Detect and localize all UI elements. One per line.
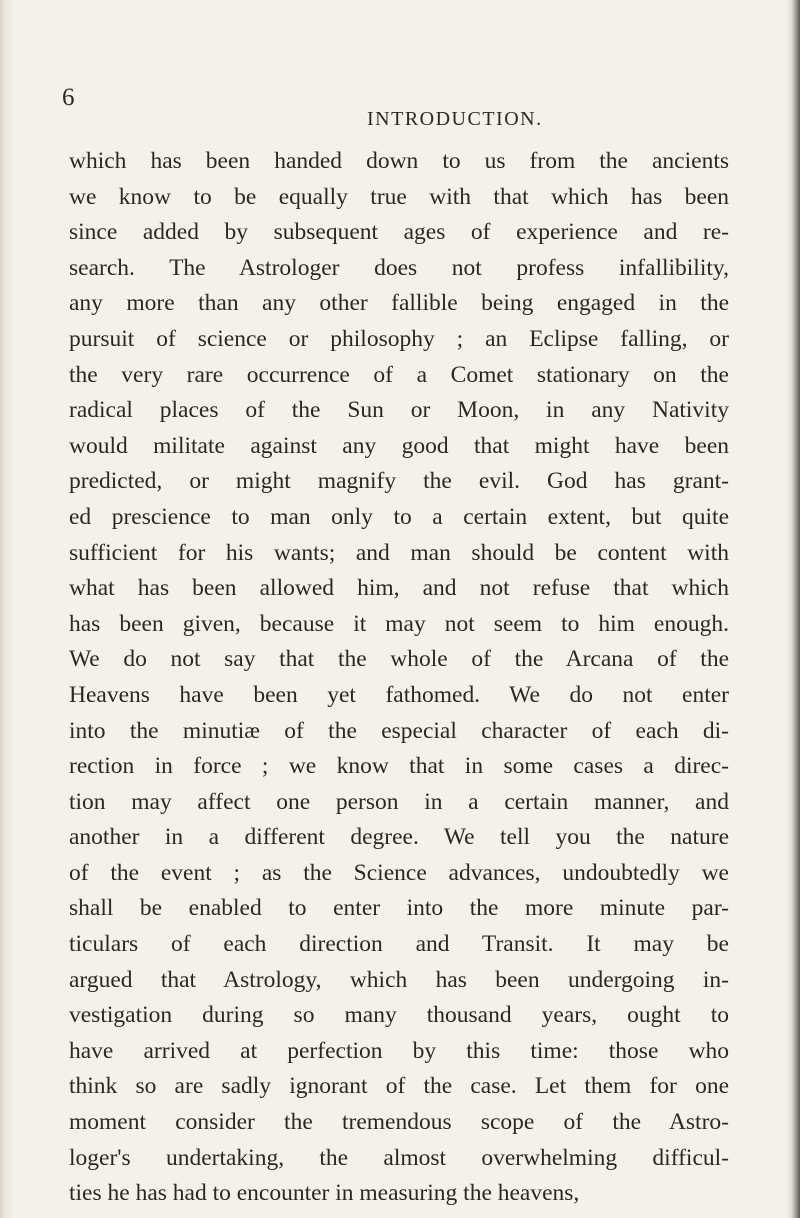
text-line: tion may affect one person in a certain manner, and — [69, 788, 729, 815]
text-line: would militate against any good that might have been — [69, 432, 729, 459]
text-line: any more than any other fallible being engaged in the — [69, 290, 729, 317]
text-line: of the event ; as the Science advances, undoubtedly we — [69, 859, 729, 886]
text-line: rection in force ; we know that in some cases a direc- — [69, 753, 729, 780]
text-line: predicted, or might magnify the evil. God has grant- — [69, 468, 729, 495]
text-line: moment consider the tremendous scope of the Astro- — [69, 1109, 729, 1136]
text-line: loger's undertaking, the almost overwhelming difficul- — [69, 1144, 729, 1171]
text-line: which has been handed down to us from the ancients — [69, 148, 729, 174]
text-line: We do not say that the whole of the Arcana of the — [69, 646, 729, 673]
text-line: we know to be equally true with that which has been — [69, 183, 729, 210]
running-head: INTRODUCTION. — [367, 108, 543, 130]
text-line: since added by subsequent ages of experience and re- — [69, 219, 729, 246]
text-line: shall be enabled to enter into the more minute par- — [69, 895, 729, 922]
body-text — [69, 144, 729, 1212]
text-line: what has been allowed him, and not refuse that which — [69, 575, 729, 602]
text-line: ties he has had to encounter in measuring the heavens, — [69, 1180, 580, 1207]
text-line: sufficient for his wants; and man should be content with — [69, 539, 729, 566]
text-line: vestigation during so many thousand years, ought to — [69, 1002, 729, 1029]
text-line: search. The Astrologer does not profess infallibility, — [69, 254, 729, 281]
page-left-edge — [0, 0, 14, 1218]
page-right-edge — [786, 0, 800, 1218]
text-line: has been given, because it may not seem to him enough. — [69, 610, 729, 637]
text-line: pursuit of science or philosophy ; an Eclipse falling, or — [69, 325, 729, 352]
text-line: ticulars of each direction and Transit. It may be — [69, 931, 729, 958]
text-line: think so are sadly ignorant of the case. Let them for one — [69, 1073, 729, 1100]
page-number: 6 — [62, 84, 75, 111]
text-line: ed prescience to man only to a certain extent, but quite — [69, 503, 729, 530]
text-line: radical places of the Sun or Moon, in any Nativity — [69, 397, 729, 424]
text-line: into the minutiæ of the especial character of each di- — [69, 717, 729, 744]
text-line: the very rare occurrence of a Comet stationary on the — [69, 361, 729, 388]
text-line: argued that Astrology, which has been undergoing in- — [69, 966, 729, 993]
text-line: Heavens have been yet fathomed. We do not enter — [69, 681, 729, 708]
text-line: have arrived at perfection by this time: those who — [69, 1037, 729, 1064]
text-line: another in a different degree. We tell you the nature — [69, 824, 729, 851]
